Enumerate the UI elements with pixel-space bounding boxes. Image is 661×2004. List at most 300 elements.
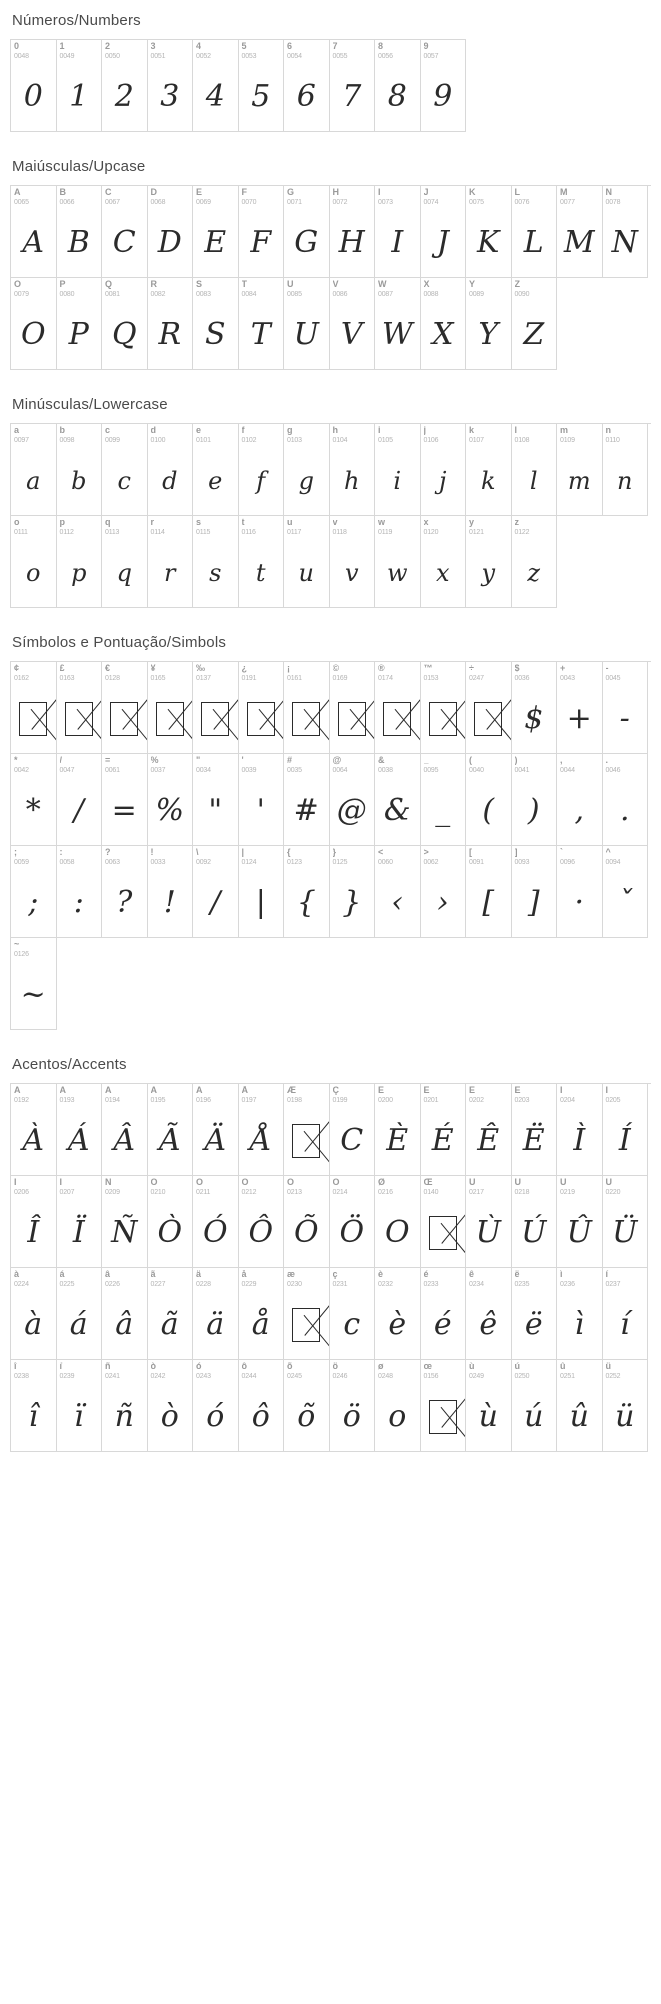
glyph-code-label: 0115	[196, 529, 211, 536]
glyph-cell[interactable]	[421, 516, 467, 608]
glyph-preview: 7	[342, 79, 362, 114]
glyph-code-label: 0228	[196, 1281, 211, 1288]
glyph-cell[interactable]	[193, 1084, 239, 1176]
glyph-preview: |	[255, 885, 266, 920]
glyph-header	[330, 662, 375, 682]
glyph-cell[interactable]	[11, 424, 57, 516]
glyph-cell[interactable]	[239, 754, 285, 846]
glyph-code-label: 0230	[287, 1281, 302, 1288]
glyph-cell[interactable]	[375, 846, 421, 938]
glyph-cell[interactable]	[193, 40, 239, 132]
glyph-code-label: 0220	[605, 1189, 621, 1196]
glyph-cell[interactable]	[11, 1176, 57, 1268]
glyph-cell[interactable]	[284, 662, 330, 754]
glyph-cell[interactable]	[375, 278, 421, 370]
glyph-cell[interactable]	[239, 1360, 285, 1452]
glyph-preview: ü	[615, 1399, 635, 1434]
glyph-preview: /	[210, 885, 221, 920]
glyph-preview: =	[111, 793, 137, 828]
glyph-cell[interactable]	[330, 278, 376, 370]
glyph-cell[interactable]	[603, 1268, 649, 1360]
glyph-cell[interactable]	[375, 40, 421, 132]
glyph-cell[interactable]	[330, 754, 376, 846]
glyph-code-label: 0111	[14, 529, 28, 536]
glyph-code-label: 0117	[287, 529, 302, 536]
glyph-cell[interactable]	[466, 186, 512, 278]
glyph-cell[interactable]	[193, 662, 239, 754]
glyph-cell[interactable]	[193, 1268, 239, 1360]
glyph-cell[interactable]	[239, 424, 285, 516]
glyph-cell[interactable]	[466, 516, 512, 608]
glyph-cell[interactable]	[466, 278, 512, 370]
glyph-cell[interactable]	[239, 1176, 285, 1268]
glyph-cell[interactable]	[284, 1268, 330, 1360]
glyph-cell[interactable]	[421, 1360, 467, 1452]
glyph-char-label: Ì	[560, 1086, 563, 1095]
glyph-header	[102, 1084, 147, 1104]
glyph-preview: %	[155, 793, 184, 828]
glyph-cell[interactable]	[11, 1084, 57, 1176]
glyph-cell[interactable]	[512, 846, 558, 938]
glyph-preview: +	[566, 701, 592, 736]
glyph-header	[284, 1360, 329, 1380]
glyph-cell[interactable]	[11, 846, 57, 938]
glyph-cell[interactable]	[557, 662, 603, 754]
glyph-preview: ‹	[391, 885, 404, 920]
glyph-cell[interactable]	[512, 1176, 558, 1268]
glyph-cell[interactable]	[330, 424, 376, 516]
glyph-cell[interactable]	[148, 1176, 194, 1268]
glyph-code-label: 0213	[287, 1189, 302, 1196]
glyph-cell[interactable]	[557, 1176, 603, 1268]
glyph-header	[557, 1084, 602, 1104]
glyph-cell[interactable]	[284, 846, 330, 938]
glyph-preview: Ö	[339, 1215, 365, 1250]
glyph-char-label: O	[14, 280, 22, 289]
glyph-cell[interactable]	[239, 1084, 285, 1176]
glyph-cell[interactable]	[284, 1084, 330, 1176]
glyph-cell[interactable]	[102, 662, 148, 754]
glyph-cell[interactable]	[603, 186, 649, 278]
glyph-code-label: 0092	[196, 859, 211, 866]
glyph-cell[interactable]	[330, 662, 376, 754]
glyph-cell[interactable]	[284, 186, 330, 278]
glyph-char-label: ¡	[287, 664, 290, 673]
glyph-cell[interactable]	[57, 754, 103, 846]
glyph-code-label: 0082	[150, 291, 166, 298]
glyph-code-label: 0201	[423, 1097, 439, 1104]
glyph-cell[interactable]	[603, 754, 649, 846]
glyph-cell[interactable]	[284, 40, 330, 132]
glyph-char-label: Z	[514, 280, 520, 289]
glyph-cell[interactable]	[375, 186, 421, 278]
glyph-header	[466, 1268, 511, 1288]
glyph-cell[interactable]	[57, 1084, 103, 1176]
glyph-cell[interactable]	[421, 754, 467, 846]
glyph-code-label: 0195	[150, 1097, 166, 1104]
glyph-cell[interactable]	[193, 754, 239, 846]
glyph-cell[interactable]	[57, 424, 103, 516]
glyph-cell[interactable]	[193, 846, 239, 938]
glyph-char-label: ò	[150, 1362, 156, 1371]
glyph-cell[interactable]	[512, 186, 558, 278]
glyph-char-label: ]	[514, 848, 518, 857]
glyph-cell[interactable]	[512, 278, 558, 370]
glyph-cell[interactable]	[11, 754, 57, 846]
glyph-cell[interactable]	[421, 1268, 467, 1360]
glyph-cell[interactable]	[57, 662, 103, 754]
glyph-char-label: ~	[14, 940, 20, 949]
glyph-cell[interactable]	[421, 1084, 467, 1176]
glyph-cell[interactable]	[57, 40, 103, 132]
glyph-code-label: 0247	[469, 675, 484, 682]
glyph-cell[interactable]	[148, 1360, 194, 1452]
glyph-cell[interactable]	[330, 1360, 376, 1452]
glyph-cell[interactable]	[603, 662, 649, 754]
glyph-cell[interactable]	[466, 424, 512, 516]
glyph-code-label: 0120	[423, 529, 439, 536]
glyph-cell[interactable]	[148, 1268, 194, 1360]
glyph-cell[interactable]	[102, 516, 148, 608]
glyph-code-label: 0232	[378, 1281, 393, 1288]
glyph-preview: F	[250, 225, 272, 260]
glyph-cell[interactable]	[102, 1176, 148, 1268]
glyph-preview: c	[343, 1307, 361, 1342]
glyph-cell[interactable]	[466, 754, 512, 846]
glyph-header	[239, 1176, 284, 1196]
glyph-preview: ]	[527, 885, 540, 920]
glyph-cell[interactable]	[148, 186, 194, 278]
glyph-cell[interactable]	[239, 186, 285, 278]
glyph-header	[11, 938, 56, 958]
glyph-preview: n	[617, 466, 633, 495]
glyph-char-label: {	[287, 848, 291, 857]
glyph-cell[interactable]	[557, 1360, 603, 1452]
glyph-header	[466, 1084, 511, 1104]
glyph-header	[11, 186, 56, 206]
glyph-header	[512, 1360, 557, 1380]
section-title: Minúsculas/Lowercase	[12, 396, 168, 413]
glyph-header	[148, 754, 193, 774]
glyph-cell[interactable]	[466, 846, 512, 938]
glyph-cell[interactable]	[466, 1176, 512, 1268]
glyph-section	[0, 158, 661, 370]
glyph-cell[interactable]	[102, 186, 148, 278]
glyph-grid	[10, 39, 466, 132]
glyph-header	[11, 516, 56, 536]
glyph-preview: &	[383, 793, 411, 828]
glyph-cell[interactable]	[57, 846, 103, 938]
glyph-preview: j	[439, 466, 447, 495]
glyph-code-label: 0207	[59, 1189, 75, 1196]
glyph-header	[148, 1268, 193, 1288]
glyph-cell[interactable]	[466, 1360, 512, 1452]
glyph-preview: @	[336, 793, 367, 828]
glyph-preview: o	[26, 558, 41, 587]
glyph-code-label: 0248	[378, 1373, 393, 1380]
glyph-cell[interactable]	[284, 1360, 330, 1452]
glyph-cell[interactable]	[148, 1084, 194, 1176]
glyph-char-label: Í	[605, 1086, 609, 1095]
glyph-cell[interactable]	[102, 1360, 148, 1452]
glyph-cell[interactable]	[57, 1360, 103, 1452]
glyph-code-label: 0125	[332, 859, 348, 866]
glyph-cell[interactable]	[466, 1084, 512, 1176]
glyph-header	[148, 186, 193, 206]
glyph-cell[interactable]	[148, 754, 194, 846]
glyph-cell[interactable]	[11, 40, 57, 132]
glyph-cell[interactable]	[239, 278, 285, 370]
glyph-cell[interactable]	[557, 754, 603, 846]
glyph-preview: è	[388, 1307, 407, 1342]
glyph-code-label: 0124	[241, 859, 257, 866]
glyph-header	[57, 1360, 102, 1380]
glyph-cell[interactable]	[512, 754, 558, 846]
glyph-code-label: 0059	[14, 859, 29, 866]
glyph-cell[interactable]	[102, 1084, 148, 1176]
glyph-cell[interactable]	[512, 1084, 558, 1176]
glyph-header	[239, 278, 284, 298]
glyph-code-label: 0214	[332, 1189, 348, 1196]
glyph-cell[interactable]	[603, 1176, 649, 1268]
glyph-cell[interactable]	[421, 662, 467, 754]
glyph-char-label: å	[241, 1270, 247, 1279]
glyph-char-label: r	[150, 518, 155, 527]
glyph-header	[330, 1268, 375, 1288]
glyph-cell[interactable]	[11, 662, 57, 754]
glyph-cell[interactable]	[330, 516, 376, 608]
glyph-char-label: Œ	[423, 1178, 433, 1187]
glyph-char-label: a	[14, 426, 20, 435]
glyph-cell[interactable]	[193, 424, 239, 516]
glyph-cell[interactable]	[421, 846, 467, 938]
glyph-char-label: Ç	[332, 1086, 339, 1095]
glyph-char-label: S	[196, 280, 203, 289]
glyph-header	[421, 1084, 466, 1104]
glyph-cell[interactable]	[330, 186, 376, 278]
glyph-cell[interactable]	[421, 424, 467, 516]
glyph-code-label: 0040	[469, 767, 484, 774]
glyph-header	[193, 662, 238, 682]
glyph-cell[interactable]	[557, 1084, 603, 1176]
glyph-char-label: ú	[514, 1362, 520, 1371]
glyph-cell[interactable]	[284, 754, 330, 846]
glyph-code-label: 0087	[378, 291, 393, 298]
glyph-cell[interactable]	[193, 1176, 239, 1268]
glyph-cell[interactable]	[375, 1084, 421, 1176]
glyph-cell[interactable]	[193, 278, 239, 370]
glyph-preview: #	[293, 793, 319, 828]
glyph-cell[interactable]	[375, 662, 421, 754]
glyph-preview: ã	[160, 1307, 179, 1342]
glyph-cell[interactable]	[11, 186, 57, 278]
glyph-char-label: p	[59, 518, 65, 527]
glyph-char-label: ô	[241, 1362, 247, 1371]
glyph-char-label: Ù	[469, 1178, 476, 1187]
glyph-code-label: 0086	[332, 291, 348, 298]
glyph-cell[interactable]	[284, 278, 330, 370]
glyph-cell[interactable]	[148, 516, 194, 608]
glyph-cell[interactable]	[193, 186, 239, 278]
glyph-preview: ö	[342, 1399, 361, 1434]
glyph-header	[330, 846, 375, 866]
glyph-char-label: X	[423, 280, 430, 289]
glyph-header	[284, 1176, 329, 1196]
glyph-cell[interactable]	[57, 186, 103, 278]
glyph-code-label: 0049	[59, 53, 75, 60]
glyph-cell[interactable]	[148, 846, 194, 938]
glyph-cell[interactable]	[603, 1360, 649, 1452]
glyph-header	[557, 1268, 602, 1288]
glyph-cell[interactable]	[330, 1268, 376, 1360]
glyph-preview: G	[294, 225, 319, 260]
glyph-char-label: F	[241, 188, 247, 197]
glyph-cell[interactable]	[11, 938, 57, 1030]
glyph-code-label: 0077	[560, 199, 575, 206]
glyph-cell[interactable]	[421, 1176, 467, 1268]
glyph-preview: ú	[524, 1399, 544, 1434]
glyph-char-label: g	[287, 426, 293, 435]
glyph-cell[interactable]	[148, 662, 194, 754]
glyph-cell[interactable]	[330, 846, 376, 938]
glyph-cell[interactable]	[102, 278, 148, 370]
glyph-cell[interactable]	[239, 846, 285, 938]
glyph-cell[interactable]	[375, 424, 421, 516]
glyph-cell[interactable]	[148, 424, 194, 516]
glyph-header	[148, 40, 193, 60]
glyph-cell[interactable]	[239, 516, 285, 608]
missing-glyph-icon	[429, 702, 457, 736]
glyph-char-label: J	[423, 188, 429, 197]
glyph-char-label: æ	[287, 1270, 296, 1279]
glyph-cell[interactable]	[375, 1176, 421, 1268]
glyph-preview: K	[477, 225, 500, 260]
glyph-cell[interactable]	[57, 278, 103, 370]
glyph-cell[interactable]	[193, 516, 239, 608]
glyph-header	[466, 1360, 511, 1380]
glyph-header	[512, 754, 557, 774]
glyph-code-label: 0245	[287, 1373, 302, 1380]
glyph-cell[interactable]	[284, 516, 330, 608]
glyph-cell[interactable]	[421, 278, 467, 370]
glyph-cell[interactable]	[239, 1268, 285, 1360]
glyph-cell[interactable]	[330, 1084, 376, 1176]
glyph-preview: H	[338, 225, 365, 260]
glyph-preview: É	[431, 1123, 454, 1158]
glyph-cell[interactable]	[421, 40, 467, 132]
glyph-cell[interactable]	[603, 846, 649, 938]
glyph-code-label: 0123	[287, 859, 302, 866]
glyph-cell[interactable]	[239, 662, 285, 754]
glyph-cell[interactable]	[57, 1176, 103, 1268]
glyph-cell[interactable]	[148, 40, 194, 132]
glyph-cell[interactable]	[239, 40, 285, 132]
glyph-cell[interactable]	[11, 278, 57, 370]
glyph-char-label: H	[332, 188, 339, 197]
glyph-cell[interactable]	[284, 424, 330, 516]
glyph-cell[interactable]	[557, 424, 603, 516]
glyph-code-label: 0110	[605, 437, 620, 444]
glyph-cell[interactable]	[466, 662, 512, 754]
glyph-cell[interactable]	[512, 1268, 558, 1360]
glyph-char-label: c	[105, 426, 111, 435]
glyph-preview: L	[523, 225, 544, 260]
glyph-header	[284, 186, 329, 206]
glyph-char-label: à	[14, 1270, 20, 1279]
glyph-char-label: @	[332, 756, 342, 765]
glyph-header	[512, 846, 557, 866]
glyph-cell[interactable]	[330, 40, 376, 132]
glyph-section	[0, 1056, 661, 1452]
glyph-char-label: \	[196, 848, 199, 857]
glyph-cell[interactable]	[512, 516, 558, 608]
glyph-cell[interactable]	[375, 1360, 421, 1452]
glyph-header	[102, 846, 147, 866]
glyph-header	[284, 424, 329, 444]
glyph-header	[375, 40, 420, 60]
glyph-cell[interactable]	[421, 186, 467, 278]
glyph-cell[interactable]	[193, 1360, 239, 1452]
glyph-header	[375, 1360, 420, 1380]
glyph-cell[interactable]	[148, 278, 194, 370]
glyph-code-label: 0073	[378, 199, 393, 206]
glyph-cell[interactable]	[375, 754, 421, 846]
glyph-cell[interactable]	[57, 1268, 103, 1360]
glyph-cell[interactable]	[11, 1360, 57, 1452]
glyph-cell[interactable]	[57, 516, 103, 608]
glyph-cell[interactable]	[557, 1268, 603, 1360]
glyph-cell[interactable]	[375, 516, 421, 608]
glyph-code-label: 0075	[469, 199, 484, 206]
glyph-header	[557, 662, 602, 682]
glyph-header	[102, 1176, 147, 1196]
glyph-cell[interactable]	[102, 846, 148, 938]
glyph-header	[603, 1176, 648, 1196]
glyph-char-label: '	[241, 756, 244, 765]
glyph-code-label: 0042	[14, 767, 29, 774]
glyph-cell[interactable]	[512, 424, 558, 516]
glyph-cell[interactable]	[557, 846, 603, 938]
missing-glyph-icon	[474, 702, 502, 736]
glyph-cell[interactable]	[512, 662, 558, 754]
glyph-char-label: M	[560, 188, 568, 197]
glyph-cell[interactable]	[11, 1268, 57, 1360]
glyph-char-label: ì	[560, 1270, 563, 1279]
glyph-cell[interactable]	[102, 40, 148, 132]
glyph-cell[interactable]	[102, 1268, 148, 1360]
glyph-code-label: 0079	[14, 291, 29, 298]
glyph-preview: ï	[73, 1399, 84, 1434]
glyph-cell[interactable]	[330, 1176, 376, 1268]
glyph-cell[interactable]	[512, 1360, 558, 1452]
glyph-code-label: 0113	[105, 529, 120, 536]
glyph-cell[interactable]	[603, 424, 649, 516]
glyph-code-label: 0090	[514, 291, 530, 298]
glyph-code-label: 0037	[150, 767, 166, 774]
glyph-char-label: /	[59, 756, 63, 765]
glyph-cell[interactable]	[603, 1084, 649, 1176]
glyph-cell[interactable]	[557, 186, 603, 278]
glyph-cell[interactable]	[466, 1268, 512, 1360]
glyph-cell[interactable]	[11, 516, 57, 608]
glyph-cell[interactable]	[375, 1268, 421, 1360]
glyph-char-label: W	[378, 280, 387, 289]
glyph-header	[193, 424, 238, 444]
glyph-cell[interactable]	[102, 424, 148, 516]
glyph-cell[interactable]	[284, 1176, 330, 1268]
glyph-char-label: Á	[59, 1086, 66, 1095]
glyph-cell[interactable]	[102, 754, 148, 846]
